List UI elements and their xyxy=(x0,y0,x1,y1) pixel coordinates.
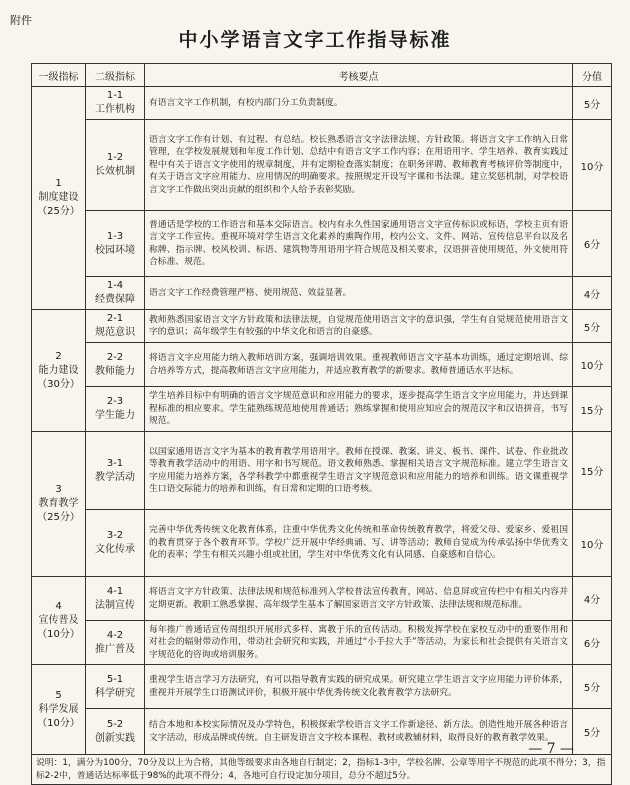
table-row xyxy=(32,665,612,709)
level2-indicator: 1-2 长效机制 xyxy=(86,120,145,211)
key-points-cell: 学生培养目标中有明确的语言文字规范意识和应用能力的要求，逐步提高学生语言文字应用能力，并达到课程标准的相应要求。学生能熟练规范地使用普通话；熟练掌握和使用应知应会的规范汉字和汉语拼音，书写规范。 xyxy=(145,387,573,432)
note-row xyxy=(32,755,612,785)
key-points-cell: 语言文字工作有计划、有过程、有总结。校长熟悉语言文字法律法规、方针政策。将语言文字工作纳入日常管理，在学校发展规划和年度工作计划、总结中有语言文字工作内容；在用语用字、学生培养、教育实践过程中有关于语言文字使用的规章制度，并有定期检查落实制度；在职务评聘、教师教育考核评价等制度中，有关于语言文字应用能力、应用情况的明确要求。按照规定开设写字课和书法课。建立奖惩机制，对学校语言文字工作做出突出贡献的组织和个人给予表彰奖励。 xyxy=(145,120,573,211)
key-points-cell: 重视学生语言学习方法研究，有可以指导教育实践的研究成果。研究建立学生语言文字应用能力评价体系，重视并开展学生口语测试评价，积极开展中华优秀传统文化教育教学方法研究。 xyxy=(145,665,573,709)
score-cell: 15分 xyxy=(573,432,612,510)
key-points-cell: 将语言文字方针政策、法律法规和规范标准列入学校普法宣传教育，网站、信息屏或宣传栏中有相关内容并定期更新。教职工熟悉掌握、高年级学生基本了解国家语言文字方针政策、法律法规和规范标准。 xyxy=(145,577,573,621)
table-row xyxy=(32,120,612,211)
page-title: 中小学语言文字工作指导标准 xyxy=(178,29,452,51)
level2-indicator: 1-4 经费保障 xyxy=(86,277,145,310)
table-row xyxy=(32,621,612,665)
table-row xyxy=(32,387,612,432)
table-note: 说明：1，满分为100分，70分及以上为合格，其他等级要求由各地自行制定；2，指标1-3中，学校名牌、公章等用字不规范的此项不得分；3，指标2-2中，普通话达标率低于98%的此项不得分；4，各地可自行设定加分项目，总分不超过5分。 xyxy=(32,755,612,785)
level2-indicator: 2-2 教师能力 xyxy=(86,343,145,387)
score-cell: 5分 xyxy=(573,709,612,755)
table-row xyxy=(32,709,612,755)
level2-indicator: 3-1 教学活动 xyxy=(86,432,145,510)
score-cell: 5分 xyxy=(573,310,612,343)
key-points-cell: 有语言文字工作机制，有校内部门分工负责制度。 xyxy=(145,87,573,120)
header-level1: 一级指标 xyxy=(32,64,86,87)
score-cell: 6分 xyxy=(573,211,612,277)
key-points-cell: 完善中华优秀传统文化教育体系，注重中华优秀文化传统和革命传统教育教学，将爱父母、爱家乡、爱祖国的教育贯穿于各个教育环节。学校广泛开展中华经典诵、写、讲等活动；教师自觉成为传承弘扬中华优秀文化的表率；学生有相关兴趣小组或社团，学生对中华优秀文化有认同感、自豪感和自信心。 xyxy=(145,510,573,577)
level2-indicator: 4-1 法制宣传 xyxy=(86,577,145,621)
level2-indicator: 5-2 创新实践 xyxy=(86,709,145,755)
table-row xyxy=(32,87,612,120)
score-cell: 4分 xyxy=(573,577,612,621)
level1-indicator: 5 科学发展 （10分） xyxy=(32,665,86,755)
standards-table xyxy=(31,63,612,785)
level2-indicator: 1-3 校园环境 xyxy=(86,211,145,277)
table-row xyxy=(32,577,612,621)
level1-indicator: 3 教育教学 （25分） xyxy=(32,432,86,577)
table-header-row xyxy=(32,64,612,87)
score-cell: 10分 xyxy=(573,510,612,577)
score-cell: 15分 xyxy=(573,387,612,432)
table-row xyxy=(32,343,612,387)
level2-indicator: 2-1 规范意识 xyxy=(86,310,145,343)
table-row xyxy=(32,277,612,310)
header-score: 分值 xyxy=(573,64,612,87)
key-points-cell: 教师熟悉国家语言文字方针政策和法律法规，自觉规范使用语言文字的意识强，学生有自觉规范使用语言文字的意识；高年级学生有较强的中华文化和语言的自豪感。 xyxy=(145,310,573,343)
table-row xyxy=(32,432,612,510)
level2-indicator: 3-2 文化传承 xyxy=(86,510,145,577)
key-points-cell: 普通话是学校的工作语言和基本交际语言。校内有永久性国家通用语言文字宣传标识或标语，学校主页有语言文字工作宣传。重视环境对学生语言文化素养的熏陶作用，校内公文、文件、网站、宣传信息平台以及名称牌、指示牌、校风校训、标语、建筑物等用语用字符合规范及相关要求，汉语拼音使用规范，外文使用符合标准、规范。 xyxy=(145,211,573,277)
level1-indicator: 4 宣传普及 （10分） xyxy=(32,577,86,665)
table-row xyxy=(32,510,612,577)
score-cell: 10分 xyxy=(573,343,612,387)
level2-indicator: 1-1 工作机构 xyxy=(86,87,145,120)
key-points-cell: 结合本地和本校实际情况及办学特色，积极探索学校语言文字工作新途径、新方法。创造性地开展各种语言文字活动，形成品牌或传统。自主研发语言文字校本课程、教材或教辅材料，取得良好的教育教学效果。 xyxy=(145,709,573,755)
level1-indicator: 2 能力建设 （30分） xyxy=(32,310,86,432)
score-cell: 6分 xyxy=(573,621,612,665)
header-level2: 二级指标 xyxy=(86,64,145,87)
level2-indicator: 4-2 推广普及 xyxy=(86,621,145,665)
level2-indicator: 5-1 科学研究 xyxy=(86,665,145,709)
score-cell: 4分 xyxy=(573,277,612,310)
score-cell: 10分 xyxy=(573,120,612,211)
table-body xyxy=(32,87,612,755)
attachment-label: 附件 xyxy=(10,14,32,27)
score-cell: 5分 xyxy=(573,665,612,709)
table-row xyxy=(32,310,612,343)
key-points-cell: 每年推广普通话宣传周组织开展形式多样、寓教于乐的宣传活动。积极发挥学校在家校互动中的重要作用和对社会的辐射带动作用，带动社会研究和实践，并通过“小手拉大手”等活动，为家长和社会提供有关语言文字规范化的咨询或培训服务。 xyxy=(145,621,573,665)
key-points-cell: 语言文字工作经费管理严格、使用规范、效益显著。 xyxy=(145,277,573,310)
score-cell: 5分 xyxy=(573,87,612,120)
table-row xyxy=(32,211,612,277)
key-points-cell: 以国家通用语言文字为基本的教育教学用语用字。教师在授课、教案、讲义、板书、课件、试卷、作业批改等教育教学活动中的用语、用字和书写规范。语文教师熟悉、掌握相关语言文字规范标准。建立学生语言文字应用能力培养方案，各学科教学中都重视学生语言文字规范意识和应用能力的培养和训练。语文课重视学生口语交际能力的培养和训练，有日常和定期的口语考核。 xyxy=(145,432,573,510)
header-key-points: 考核要点 xyxy=(145,64,573,87)
level2-indicator: 2-3 学生能力 xyxy=(86,387,145,432)
page-number: — 7 — xyxy=(528,741,574,757)
key-points-cell: 将语言文字应用能力纳入教师培训方案，强调培训效果。重视教师语言文字基本功训练，通过定期培训、综合培养等方式，提高教师语言文字应用能力，并适应教育教学的新要求。教师普通话水平达标。 xyxy=(145,343,573,387)
level1-indicator: 1 制度建设 （25分） xyxy=(32,87,86,310)
